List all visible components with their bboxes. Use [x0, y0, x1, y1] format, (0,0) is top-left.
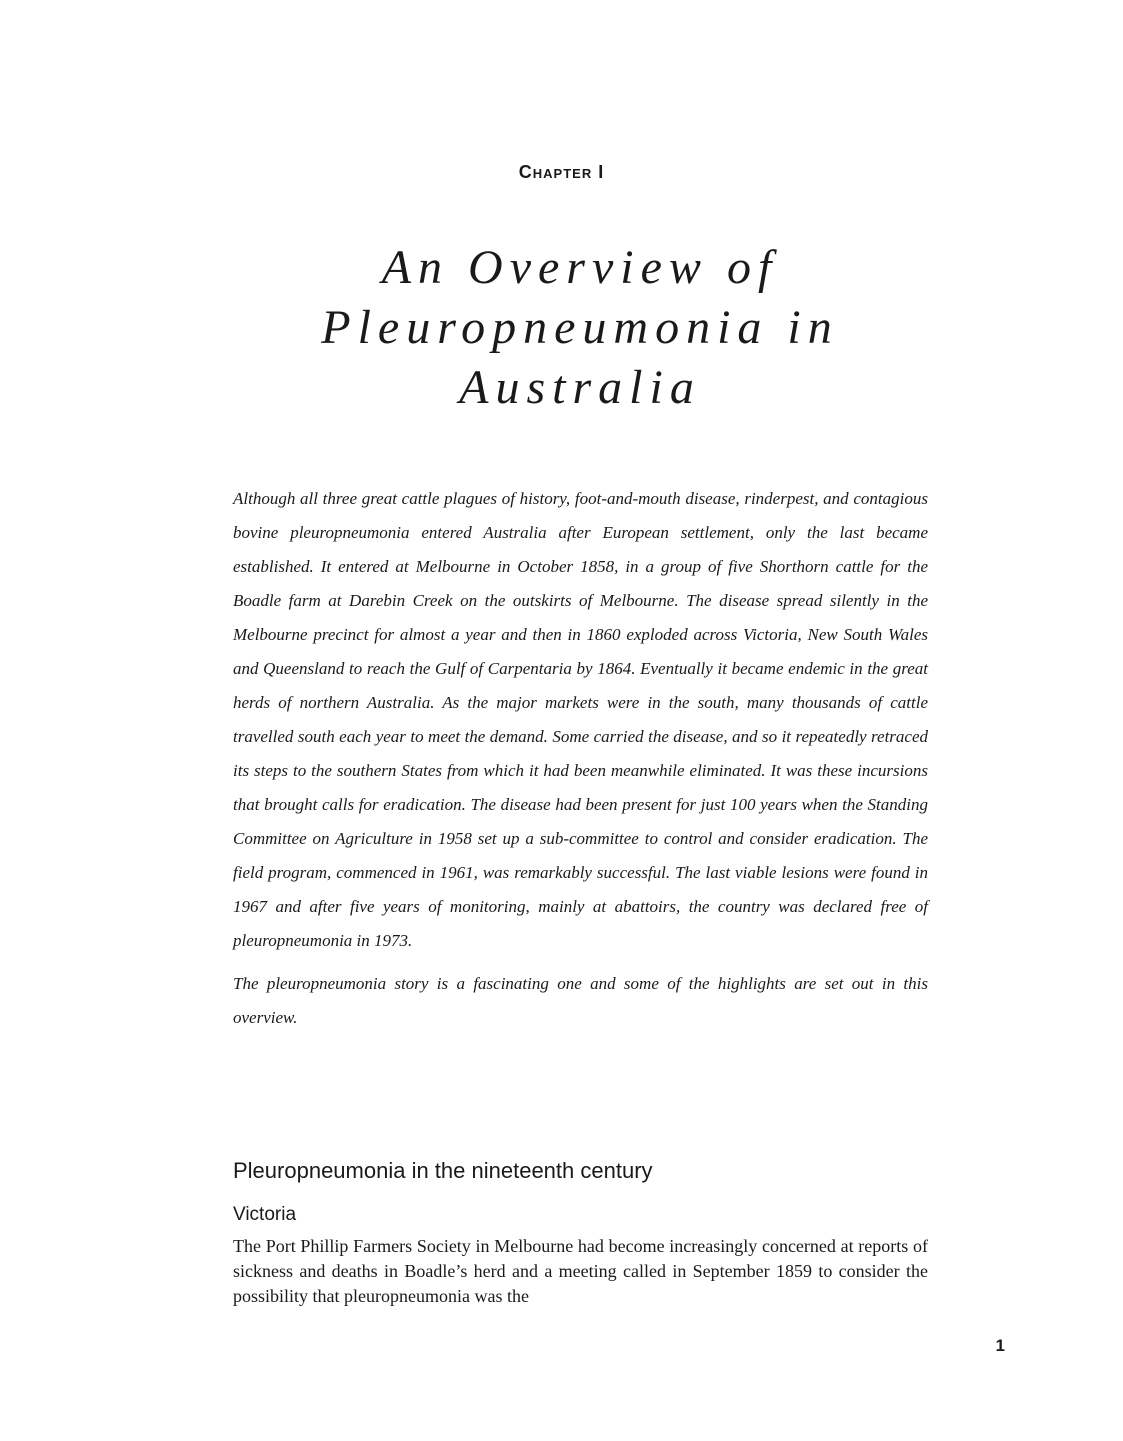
subsection-heading: Victoria	[233, 1204, 297, 1225]
section-heading: Pleuropneumonia in the nineteenth century	[233, 1158, 653, 1183]
chapter-title: An Overview of Pleuropneumonia in Australia	[321, 241, 839, 414]
body-paragraph: The Port Phillip Farmers Society in Melbourne had become increasingly concerned at reports of sickness and deaths in Boadle’s herd and a meeting called in September 1859 to consider the possibility that pleuropneumonia was the	[233, 1236, 928, 1306]
page-number: 1	[995, 1336, 1005, 1355]
chapter-introduction	[233, 482, 928, 1044]
intro-paragraph: The pleuropneumonia story is a fascinating one and some of the highlights are set out in this overview.	[233, 974, 928, 1027]
chapter-label: Chapter I	[518, 162, 605, 182]
intro-paragraph: Although all three great cattle plagues of history, foot-and-mouth disease, rinderpest, and contagious bovine pleuropneumonia entered Australia after European settlement, only the last became established. It entered at Melbourne in October 1858, in a group of five Shorthorn cattle for the Boadle farm at Darebin Creek on the outskirts of Melbourne. The disease spread silently in the Melbourne precinct for almost a year and then in 1860 exploded across Victoria, New South Wales and Queensland to reach the Gulf of Carpentaria by 1864. Eventually it became endemic in the great herds of northern Australia. As the major markets were in the south, many thousands of cattle travelled south each year to meet the demand. Some carried the disease, and so it repeatedly retraced its steps to the southern States from which it had been meanwhile eliminated. It was these incursions that brought calls for eradication. The disease had been present for just 100 years when the Standing Committee on Agriculture in 1958 set up a sub-committee to control and consider eradication. The field program, commenced in 1961, was remarkably successful. The last viable lesions were found in 1967 and after five years of monitoring, mainly at abattoirs, the country was declared free of pleuropneumonia in 1973.	[233, 489, 928, 950]
